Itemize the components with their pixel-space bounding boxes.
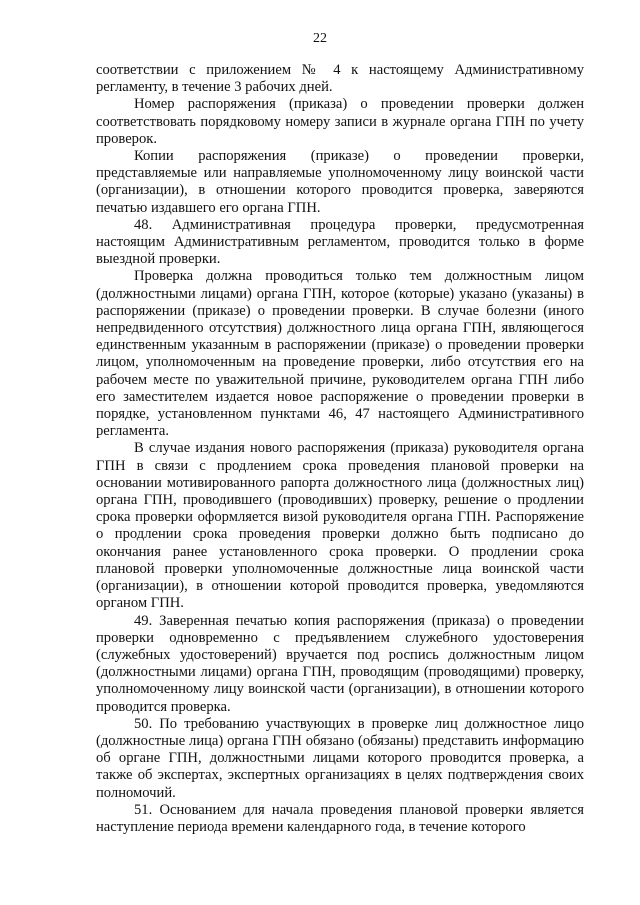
paragraph-clause-49: 49. Заверенная печатью копия распоряжения (приказа) о проведении проверки одновременно с предъявлением служебного удостоверения (служебных удостоверений) вручается под роспись должностным лицом (должностными лицами) органа ГПН, проводящим (проводящими) проверку, уполномоченному лицу воинской части (организации), в отношении которого проводится проверка.	[96, 612, 584, 715]
paragraph-clause-50: 50. По требованию участвующих в проверке лиц должностное лицо (должностные лица) органа ГПН обязано (обязаны) представить информацию об органе ГПН, должностными лицами которого проводится проверка, а также об экспертах, экспертных организациях в целях подтверждения своих полномочий.	[96, 715, 584, 801]
paragraph-continuation: соответствии с приложением № 4 к настоящему Административному регламенту, в течение 3 рабочих дней.	[96, 62, 584, 96]
paragraph-order-number: Номер распоряжения (приказа) о проведении проверки должен соответствовать порядковому номеру записи в журнале органа ГПН по учету проверок.	[96, 96, 584, 147]
paragraph-order-copies: Копии распоряжения (приказе) о проведении проверки, представляемые или направляемые уполномоченному лицу воинской части (организации), в отношении которого проводится проверка, заверяются печатью издавшего его органа ГПН.	[96, 148, 584, 216]
paragraph-inspector-replacement: Проверка должна проводиться только тем должностным лицом (должностными лицами) органа ГПН, которое (которые) указано (указаны) в распоряжении (приказе) о проведении проверки. В случае болезни (иного непредвиденного отсутствия) должностного лица органа ГПН, являющегося единственным указанным в распоряжении (приказе) о проведении проверки лицом, уполномоченным на проведение проверки, либо отсутствия его на рабочем месте по уважительной причине, руководителем органа ГПН либо его заместителем издается новое распоряжение о проведении проверки в порядке, установленном пунктами 46, 47 настоящего Административного регламента.	[96, 268, 584, 440]
paragraph-inspection-extension: В случае издания нового распоряжения (приказа) руководителя органа ГПН в связи с продлением срока проведения плановой проверки на основании мотивированного рапорта должностного лица (должностных лиц) органа ГПН, проводившего (проводивших) проверку, решение о продлении срока проверки оформляется визой руководителя органа ГПН. Распоряжение о продлении срока проведения проверки должно быть подписано до окончания ранее установленного срока проверки. О продлении срока плановой проверки уполномоченные должностные лица воинской части (организации), в отношении которой проводится проверка, уведомляются органом ГПН.	[96, 440, 584, 612]
paragraph-clause-51: 51. Основанием для начала проведения плановой проверки является наступление периода времени календарного года, в течение которого	[96, 801, 584, 835]
document-body	[96, 62, 584, 836]
page-number: 22	[313, 31, 327, 46]
paragraph-clause-48: 48. Административная процедура проверки, предусмотренная настоящим Административным регламентом, проводится только в форме выездной проверки.	[96, 216, 584, 268]
